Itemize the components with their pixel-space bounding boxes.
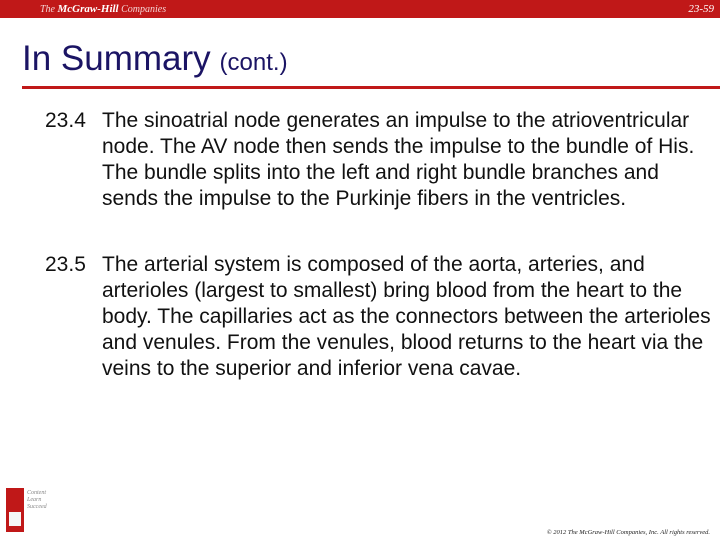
title-underline <box>22 86 720 89</box>
summary-item-23-5 <box>45 252 715 382</box>
slide-title-main: In Summary <box>22 39 211 78</box>
top-banner <box>0 0 720 18</box>
copyright-notice: © 2012 The McGraw-Hill Companies, Inc. All rights reserved. <box>546 529 710 536</box>
logo-tagline-line: Learn <box>27 497 42 503</box>
summary-item-number: 23.4 <box>45 109 86 132</box>
logo-tagline-line: Content <box>27 490 46 496</box>
summary-item-number: 23.5 <box>45 253 86 276</box>
slide-title <box>22 39 288 79</box>
logo-tagline <box>27 490 47 511</box>
summary-list <box>45 108 715 422</box>
logo-tagline-line: Succeed <box>27 504 47 510</box>
publisher-suffix: Companies <box>121 4 167 15</box>
summary-item-23-4 <box>45 108 715 212</box>
publisher-prefix: The <box>40 4 55 15</box>
slide-title-sub: (cont.) <box>219 49 288 76</box>
logo-mark-icon <box>6 488 24 532</box>
summary-item-text: The sinoatrial node generates an impulse to the atrioventricular node. The AV node then sends the impulse to the bundle of His. The bundle splits into the left and right bundle branches and sends the impulse to the Purkinje fibers in the ventricles. <box>102 109 695 210</box>
slide-number: 23-59 <box>688 3 714 15</box>
publisher-logo <box>6 488 47 532</box>
publisher-wordmark <box>40 3 166 15</box>
summary-item-text: The arterial system is composed of the aorta, arteries, and arterioles (largest to smallest) bring blood from the heart to the body. The capillaries act as the connectors between the arterioles and venules. From the venules, blood returns to the heart via the veins to the superior and inferior vena cavae. <box>102 253 711 380</box>
publisher-name: McGraw-Hill <box>57 3 119 15</box>
